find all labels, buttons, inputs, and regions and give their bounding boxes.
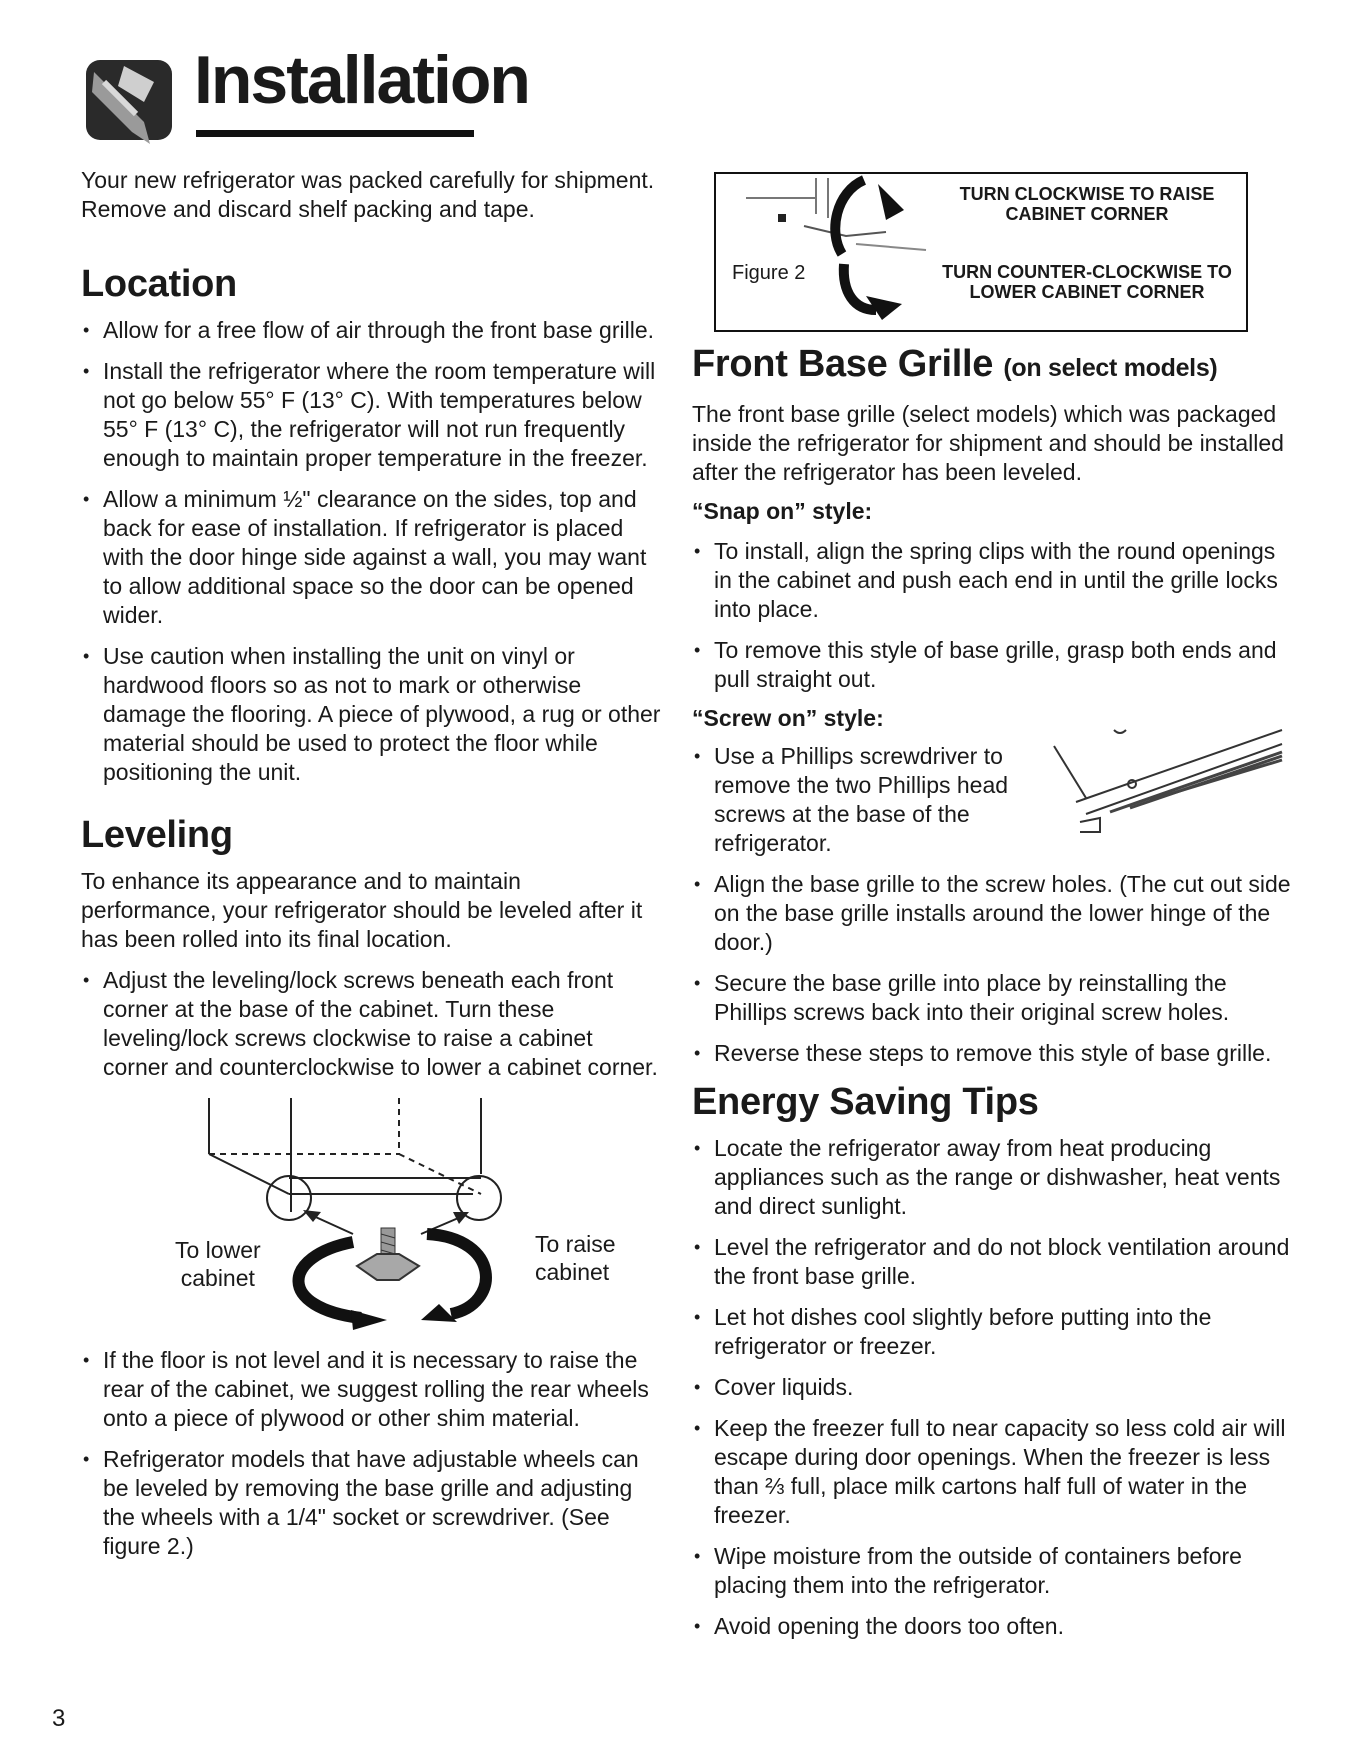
list-item: • Secure the base grille into place by reinstalling the Phillips screws back into their original screw holes.: [692, 969, 1292, 1027]
lower-cabinet-label-2: cabinet: [180, 1265, 255, 1291]
list-item: • Let hot dishes cool slightly before putting into the refrigerator or freezer.: [692, 1303, 1292, 1361]
list-item: • Use a Phillips screwdriver to remove the two Phillips head screws at the base of the refrigerator.: [692, 742, 1022, 858]
right-column: [692, 342, 1292, 1653]
page-title: Installation: [194, 42, 529, 118]
list-item: • Reverse these steps to remove this style of base grille.: [692, 1039, 1292, 1068]
leveling-heading: Leveling: [81, 814, 233, 856]
list-item: • Align the base grille to the screw holes. (The cut out side on the base grille installs around the lower hinge of the door.): [692, 870, 1292, 957]
list-item: • Adjust the leveling/lock screws beneath each front corner at the base of the cabinet. Turn these leveling/lock screws clockwise to raise a cabinet corner and counterclockwise to lower a cabinet corner.: [81, 966, 661, 1082]
clockwise-caption-2: CABINET CORNER: [1005, 204, 1169, 224]
leveling-list-2: [81, 1346, 661, 1561]
screw-on-list: [692, 870, 1292, 1068]
raise-cabinet-label: To raise: [535, 1231, 616, 1257]
raise-cabinet-label-2: cabinet: [535, 1259, 610, 1285]
header-icon: [84, 52, 176, 148]
intro-text: Your new refrigerator was packed carefully for shipment. Remove and discard shelf packing and tape.: [81, 167, 655, 222]
page-number: 3: [52, 1705, 66, 1732]
list-item: • Install the refrigerator where the room temperature will not go below 55° F (13° C). With temperatures below 55° F (13° C), the refrigerator will not run frequently enough to maintain proper temperature in the freezer.: [81, 357, 661, 473]
list-item: • Avoid opening the doors too often.: [692, 1612, 1292, 1641]
location-list: [81, 316, 661, 787]
energy-heading: Energy Saving Tips: [692, 1081, 1039, 1123]
counterclockwise-caption: TURN COUNTER-CLOCKWISE TO: [942, 262, 1232, 282]
snap-on-heading: “Snap on” style:: [692, 498, 873, 524]
front-grille-heading: [692, 342, 1292, 390]
list-item: • To remove this style of base grille, grasp both ends and pull straight out.: [692, 636, 1292, 694]
left-column: [81, 166, 661, 1573]
front-grille-heading-sub: (on select models): [1003, 354, 1218, 382]
leveling-list: [81, 966, 661, 1082]
snap-on-list: [692, 537, 1292, 694]
list-item: • Cover liquids.: [692, 1373, 1292, 1402]
title-underline: [196, 130, 474, 137]
screw-on-heading: “Screw on” style:: [692, 705, 884, 731]
list-item: • Wipe moisture from the outside of containers before placing them into the refrigerator.: [692, 1542, 1292, 1600]
leveling-intro: To enhance its appearance and to maintain performance, your refrigerator should be leveled after it has been rolled into its final location.: [81, 868, 643, 952]
list-item: • Locate the refrigerator away from heat producing appliances such as the range or dishwasher, heat vents and direct sunlight.: [692, 1134, 1292, 1221]
location-heading: Location: [81, 263, 237, 305]
clockwise-caption: TURN CLOCKWISE TO RAISE: [959, 184, 1215, 204]
counterclockwise-caption-2: LOWER CABINET CORNER: [969, 282, 1205, 302]
base-grille-illustration: [1050, 726, 1286, 836]
list-item: • If the floor is not level and it is necessary to raise the rear of the cabinet, we suggest rolling the rear wheels onto a piece of plywood or other shim material.: [81, 1346, 661, 1433]
list-item: • Use caution when installing the unit on vinyl or hardwood floors so as not to mark or otherwise damage the flooring. A piece of plywood, a rug or other material should be used to protect the floor while positioning the unit.: [81, 642, 661, 787]
list-item: • Allow for a free flow of air through the front base grille.: [81, 316, 661, 345]
list-item: • To install, align the spring clips with the round openings in the cabinet and push each end in until the grille locks into place.: [692, 537, 1292, 624]
front-grille-heading-main: Front Base Grille: [692, 343, 994, 385]
list-item: • Keep the freezer full to near capacity so less cold air will escape during door openings. When the freezer is less than ⅔ full, place milk cartons half full of water in the freezer.: [692, 1414, 1292, 1530]
list-item: • Level the refrigerator and do not block ventilation around the front base grille.: [692, 1233, 1292, 1291]
figure-2-box: [714, 172, 1248, 332]
front-grille-intro: The front base grille (select models) which was packaged inside the refrigerator for shipment and should be installed after the refrigerator has been leveled.: [692, 401, 1284, 485]
figure-2-label: Figure 2: [732, 262, 806, 284]
list-item: • Refrigerator models that have adjustable wheels can be leveled by removing the base grille and adjusting the wheels with a 1/4" socket or screwdriver. (See figure 2.): [81, 1445, 661, 1561]
leveling-diagram: [81, 1094, 661, 1336]
list-item: • Allow a minimum ½" clearance on the sides, top and back for ease of installation. If refrigerator is placed with the door hinge side against a wall, you may want to allow additional space so the door can be opened wider.: [81, 485, 661, 630]
lower-cabinet-label: To lower: [175, 1237, 261, 1263]
screw-on-first-list: [692, 742, 1022, 858]
energy-list: [692, 1134, 1292, 1641]
